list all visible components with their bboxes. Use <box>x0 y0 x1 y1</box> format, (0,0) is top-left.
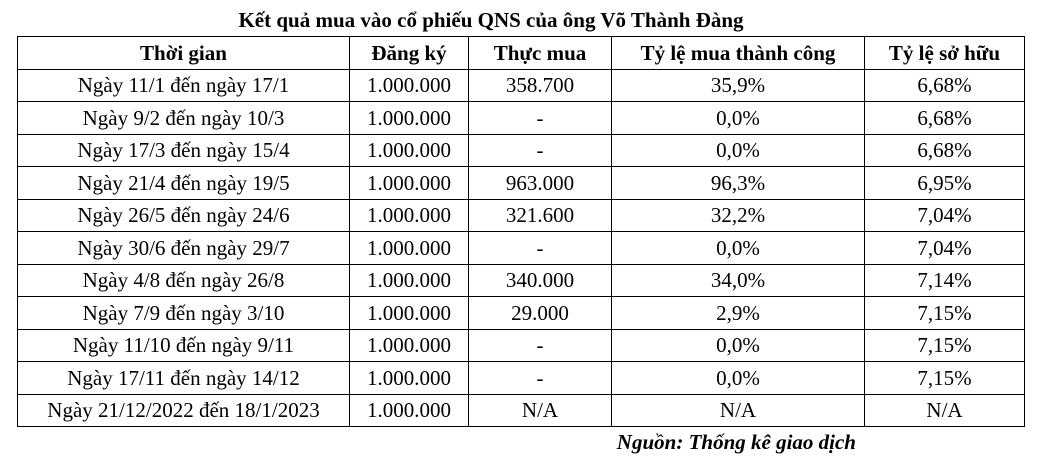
table-row <box>18 297 1025 330</box>
cell-success-rate: 35,9% <box>612 69 865 102</box>
table-row <box>18 394 1025 427</box>
cell-ownership-rate: 7,04% <box>865 199 1025 232</box>
cell-registered: 1.000.000 <box>350 329 469 362</box>
header-actual-purchase: Thực mua <box>469 37 612 70</box>
table-row <box>18 199 1025 232</box>
cell-registered: 1.000.000 <box>350 264 469 297</box>
cell-success-rate: 32,2% <box>612 199 865 232</box>
cell-success-rate: 34,0% <box>612 264 865 297</box>
cell-time: Ngày 26/5 đến ngày 24/6 <box>18 199 350 232</box>
cell-actual-purchase: - <box>469 329 612 362</box>
table-row <box>18 329 1025 362</box>
cell-success-rate: 0,0% <box>612 102 865 135</box>
cell-success-rate: 0,0% <box>612 362 865 395</box>
cell-time: Ngày 11/10 đến ngày 9/11 <box>18 329 350 362</box>
cell-registered: 1.000.000 <box>350 134 469 167</box>
cell-ownership-rate: N/A <box>865 394 1025 427</box>
cell-success-rate: 96,3% <box>612 167 865 200</box>
table-row <box>18 362 1025 395</box>
share-purchase-table <box>17 36 1025 427</box>
cell-ownership-rate: 6,68% <box>865 102 1025 135</box>
cell-time: Ngày 30/6 đến ngày 29/7 <box>18 232 350 265</box>
cell-success-rate: 2,9% <box>612 297 865 330</box>
cell-time: Ngày 11/1 đến ngày 17/1 <box>18 69 350 102</box>
cell-ownership-rate: 7,14% <box>865 264 1025 297</box>
cell-success-rate: 0,0% <box>612 232 865 265</box>
cell-registered: 1.000.000 <box>350 199 469 232</box>
cell-success-rate: N/A <box>612 394 865 427</box>
cell-actual-purchase: - <box>469 102 612 135</box>
cell-time: Ngày 17/11 đến ngày 14/12 <box>18 362 350 395</box>
cell-actual-purchase: 963.000 <box>469 167 612 200</box>
cell-ownership-rate: 6,68% <box>865 134 1025 167</box>
cell-ownership-rate: 7,15% <box>865 362 1025 395</box>
table-title: Kết quả mua vào cổ phiếu QNS của ông Võ Thành Đàng <box>238 8 744 32</box>
header-time: Thời gian <box>18 37 350 70</box>
table-row <box>18 102 1025 135</box>
table-row <box>18 167 1025 200</box>
table-row <box>18 69 1025 102</box>
cell-time: Ngày 17/3 đến ngày 15/4 <box>18 134 350 167</box>
table-row <box>18 264 1025 297</box>
cell-ownership-rate: 7,15% <box>865 297 1025 330</box>
cell-time: Ngày 21/4 đến ngày 19/5 <box>18 167 350 200</box>
cell-registered: 1.000.000 <box>350 102 469 135</box>
cell-ownership-rate: 6,95% <box>865 167 1025 200</box>
cell-ownership-rate: 7,04% <box>865 232 1025 265</box>
header-ownership-rate: Tỷ lệ sở hữu <box>865 37 1025 70</box>
cell-success-rate: 0,0% <box>612 329 865 362</box>
cell-time: Ngày 4/8 đến ngày 26/8 <box>18 264 350 297</box>
cell-time: Ngày 7/9 đến ngày 3/10 <box>18 297 350 330</box>
cell-registered: 1.000.000 <box>350 232 469 265</box>
source-note: Nguồn: Thống kê giao dịch <box>616 430 856 454</box>
table-header-row <box>18 37 1025 70</box>
cell-actual-purchase: 340.000 <box>469 264 612 297</box>
table-row <box>18 134 1025 167</box>
cell-registered: 1.000.000 <box>350 394 469 427</box>
cell-registered: 1.000.000 <box>350 297 469 330</box>
header-registered: Đăng ký <box>350 37 469 70</box>
cell-registered: 1.000.000 <box>350 167 469 200</box>
cell-actual-purchase: 358.700 <box>469 69 612 102</box>
cell-ownership-rate: 6,68% <box>865 69 1025 102</box>
table-row <box>18 232 1025 265</box>
cell-time: Ngày 21/12/2022 đến 18/1/2023 <box>18 394 350 427</box>
cell-actual-purchase: - <box>469 362 612 395</box>
cell-registered: 1.000.000 <box>350 362 469 395</box>
cell-time: Ngày 9/2 đến ngày 10/3 <box>18 102 350 135</box>
cell-actual-purchase: N/A <box>469 394 612 427</box>
cell-success-rate: 0,0% <box>612 134 865 167</box>
cell-actual-purchase: 29.000 <box>469 297 612 330</box>
cell-actual-purchase: - <box>469 134 612 167</box>
cell-ownership-rate: 7,15% <box>865 329 1025 362</box>
cell-registered: 1.000.000 <box>350 69 469 102</box>
header-success-rate: Tỷ lệ mua thành công <box>612 37 865 70</box>
cell-actual-purchase: - <box>469 232 612 265</box>
cell-actual-purchase: 321.600 <box>469 199 612 232</box>
